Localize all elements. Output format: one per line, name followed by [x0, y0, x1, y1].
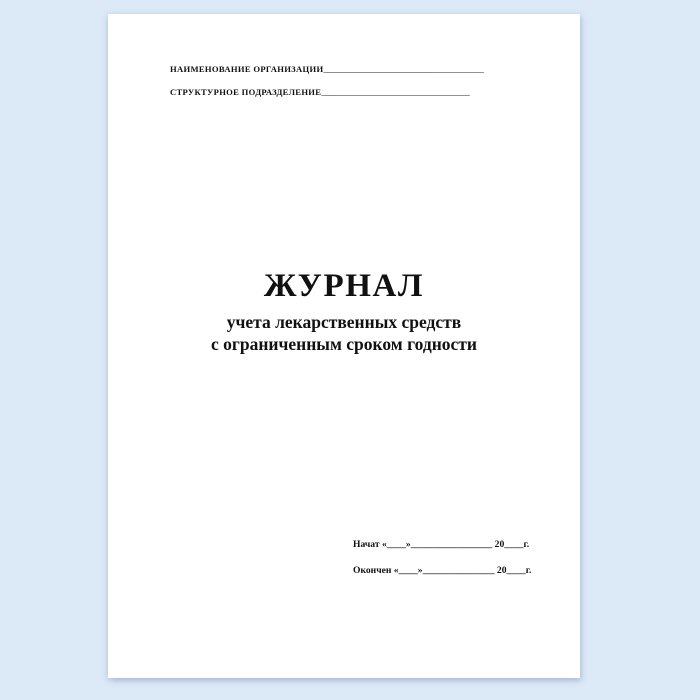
document-title-line2: с ограниченным сроком годности: [211, 333, 477, 354]
organization-rule: ________________________________________: [323, 64, 484, 74]
organization-label: НАИМЕНОВАНИЕ ОРГАНИЗАЦИИ: [170, 64, 324, 74]
department-label: СТРУКТУРНОЕ ПОДРАЗДЕЛЕНИЕ: [170, 87, 322, 97]
document-title-main: ЖУРНАЛ: [263, 268, 425, 304]
document-footer: [353, 539, 553, 591]
organization-field: [170, 64, 530, 74]
started-date-field: Начат «____»_________________ 20____г.: [353, 539, 530, 550]
department-field: [170, 87, 530, 97]
document-title-block: [108, 269, 580, 355]
document-page: [108, 14, 580, 678]
document-title-line1: учета лекарственных средств: [226, 311, 462, 332]
department-rule: _____________________________________: [321, 87, 470, 97]
finished-date-field: Окончен «____»_______________ 20____г.: [353, 565, 532, 576]
document-header: [170, 64, 530, 110]
